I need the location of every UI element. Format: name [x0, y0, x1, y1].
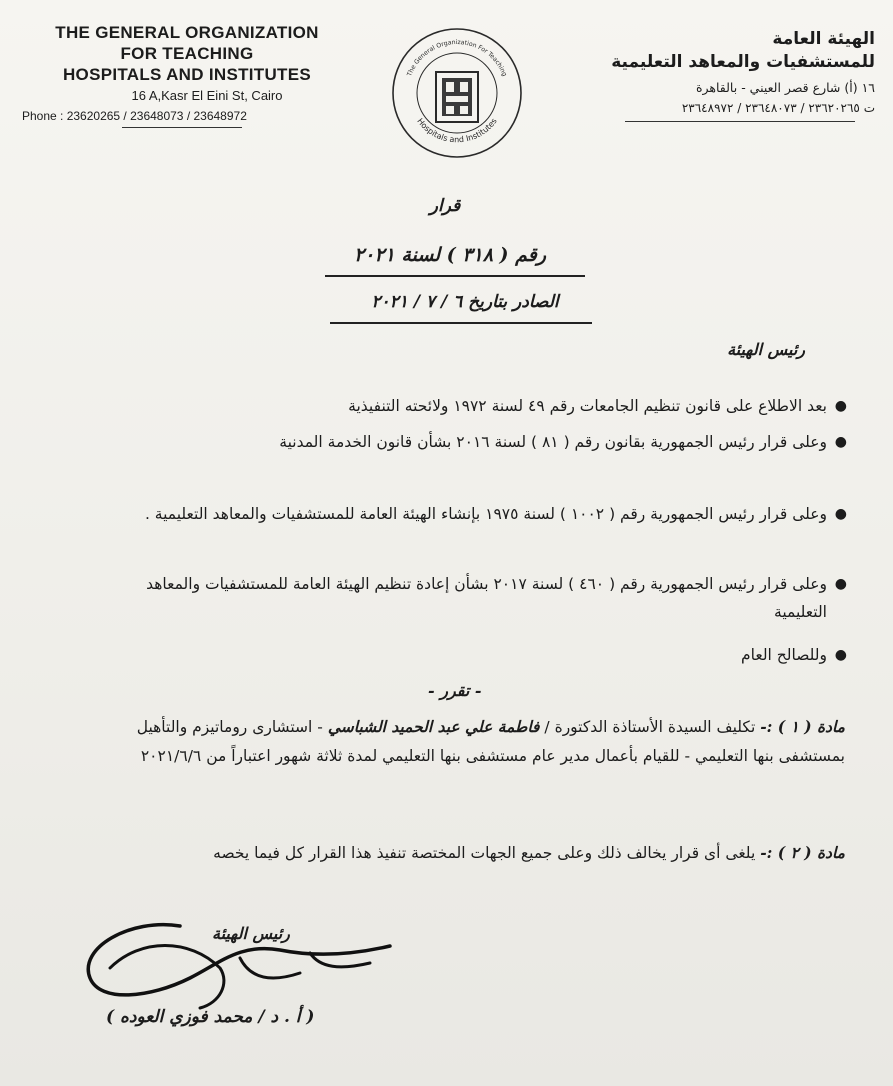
- article-2-label: مادة ( ٢ ) :-: [760, 843, 845, 862]
- article-1-text: - استشارى روماتيزم والتأهيل بمستشفى بنها التعليمي - للقيام بأعمال مدير عام مستشفى بنها التعليمي لمدة ثلاثة شهور اعتباراً من ٢٠٢١/٦/٦: [136, 718, 845, 765]
- preamble-text-2: وعلى قرار رئيس الجمهورية بقانون رقم ( ٨١ ) لسنة ٢٠١٦ بشأن قانون الخدمة المدنية: [279, 433, 827, 451]
- bullet-icon: ●: [834, 647, 847, 663]
- preamble-text-4: وعلى قرار رئيس الجمهورية رقم ( ٤٦٠ ) لسنة ٢٠١٧ بشأن إعادة تنظيم الهيئة العامة للمستشفيات والمعاهد التعليمية: [146, 575, 827, 621]
- article-1-intro: تكليف السيدة الأستاذة الدكتورة /: [544, 718, 756, 736]
- org-name-ar-line2: للمستشفيات والمعاهد التعليمية: [611, 52, 875, 72]
- preamble-item-5: [96, 641, 847, 669]
- decree-date-underline: [330, 322, 592, 324]
- article-1: [85, 712, 845, 771]
- bullet-icon: ●: [834, 434, 847, 450]
- preamble-text-3: وعلى قرار رئيس الجمهورية رقم ( ١٠٠٢ ) لسنة ١٩٧٥ بإنشاء الهيئة العامة للمستشفيات والمعاهد التعليمية .: [144, 505, 827, 523]
- preamble-text-5: وللصالح العام: [741, 646, 827, 664]
- decree-number: رقم ( ٣١٨ ) لسنة ٢٠٢١: [353, 244, 547, 266]
- preamble-item-3: [96, 500, 847, 528]
- article-2-text: يلغى أى قرار يخالف ذلك وعلى جميع الجهات المختصة تنفيذ هذا القرار كل فيما يخصه: [213, 844, 756, 862]
- chairman-heading: رئيس الهيئة: [727, 340, 805, 359]
- phone-en: Phone : 23620265 / 23648073 / 23648972: [22, 109, 247, 123]
- preamble-item-1: [96, 392, 847, 420]
- article-2: [85, 838, 845, 868]
- org-name-en-line3: HOSPITALS AND INSTITUTES: [62, 65, 312, 84]
- preamble-text-1: بعد الاطلاع على قانون تنظيم الجامعات رقم ٤٩ لسنة ١٩٧٢ ولائحته التنفيذية: [348, 397, 827, 415]
- arabic-letterhead: [575, 28, 875, 122]
- appointee-name: فاطمة علي عبد الحميد الشباسي: [327, 717, 540, 736]
- decree-number-underline: [325, 275, 585, 277]
- seal-text-bottom: Hospitals and Institutes: [415, 116, 499, 145]
- header-divider-ar: [625, 121, 855, 122]
- signatory-name: ( أ . د / محمد فوزي العوده ): [106, 1007, 315, 1027]
- decree-title: قرار: [429, 196, 461, 216]
- preamble-item-4: [96, 570, 847, 626]
- header-divider-en: [122, 127, 242, 128]
- bullet-icon: ●: [834, 398, 847, 414]
- article-1-label: مادة ( ١ ) :-: [760, 717, 845, 736]
- english-letterhead: [22, 22, 352, 128]
- address-ar: ١٦ (أ) شارع قصر العيني - بالقاهرة: [695, 80, 875, 95]
- org-name-ar-line1: الهيئة العامة: [772, 29, 875, 49]
- decree-date: الصادر بتاريخ ٦ / ٧ / ٢٠٢١: [371, 292, 559, 312]
- bullet-icon: ●: [834, 506, 847, 522]
- preamble-item-2: [96, 428, 847, 456]
- phone-ar: ت ٢٣٦٢٠٢٦٥ / ٢٣٦٤٨٠٧٣ / ٢٣٦٤٨٩٧٢: [681, 101, 875, 115]
- signature-title: رئيس الهيئة: [212, 924, 290, 943]
- resolved-heading: - تقرر -: [428, 681, 482, 700]
- signature-icon: [70, 908, 400, 1018]
- seal-text-top: The General Organization For Teaching: [406, 38, 508, 78]
- address-en: 16 A,Kasr El Eini St, Cairo: [131, 88, 283, 103]
- bullet-icon: ●: [834, 576, 847, 592]
- org-name-en-line1: THE GENERAL ORGANIZATION: [55, 23, 319, 42]
- organization-seal-icon: [388, 24, 526, 162]
- org-name-en-line2: FOR TEACHING: [120, 44, 254, 63]
